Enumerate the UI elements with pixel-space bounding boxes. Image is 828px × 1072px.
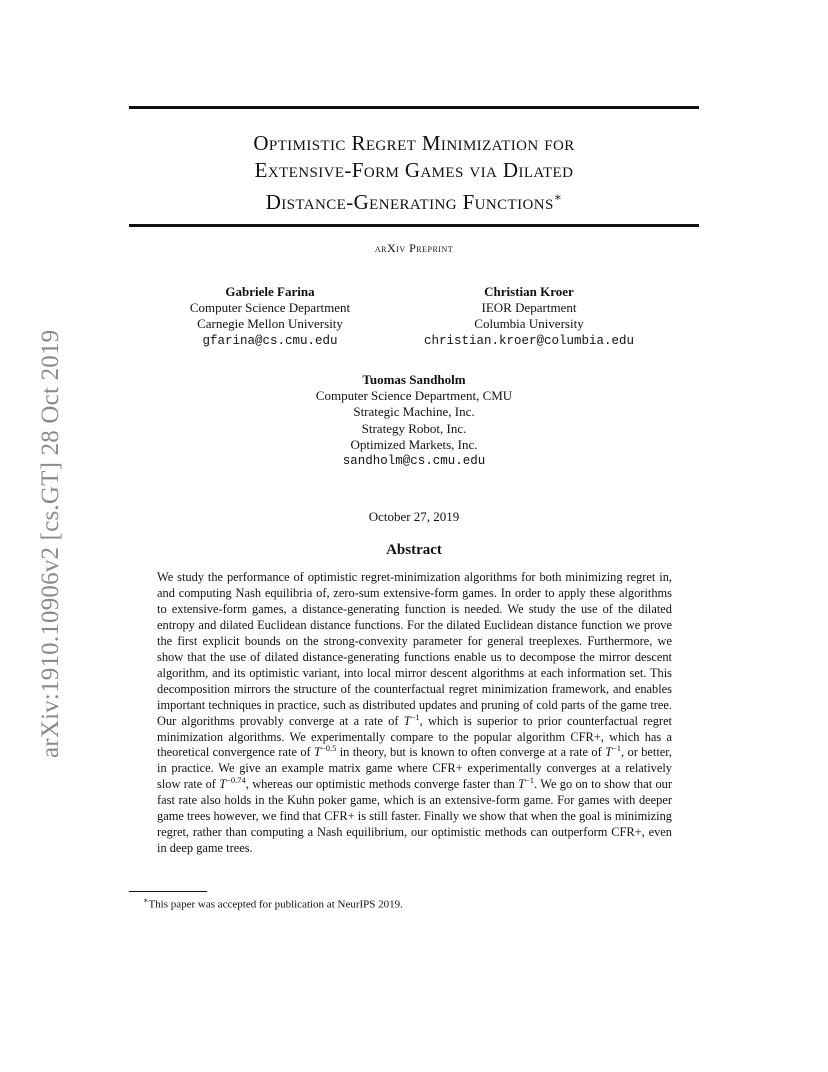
author-name: Tuomas Sandholm — [362, 372, 466, 387]
title-line-2: Extensive-Form Games via Dilated — [254, 158, 574, 182]
footnote-mark: ∗ — [143, 896, 149, 905]
author-name: Gabriele Farina — [225, 284, 315, 299]
author-affiliation: Computer Science Department, CMU — [315, 388, 513, 404]
author-affiliation: IEOR Department — [481, 300, 577, 316]
author-affiliation: Computer Science Department — [189, 300, 351, 316]
footnote — [143, 896, 403, 911]
arxiv-identifier: arXiv:1910.10906v2 [cs.GT] 28 Oct 2019 — [37, 329, 64, 758]
author-email[interactable]: gfarina@cs.cmu.edu — [202, 333, 338, 348]
bottom-rule — [129, 224, 699, 227]
preprint-label: arXiv Preprint — [374, 241, 454, 255]
author-block-3 — [264, 372, 564, 469]
title-line-3: Distance-Generating Functions∗ — [265, 190, 563, 214]
title-footnote-mark: ∗ — [553, 190, 563, 204]
author-affiliation: Optimized Markets, Inc. — [350, 436, 478, 452]
paper-title — [129, 130, 699, 216]
author-affiliation: Carnegie Mellon University — [197, 316, 343, 332]
author-block-2 — [400, 284, 658, 349]
author-block-1 — [150, 284, 390, 349]
top-rule — [129, 106, 699, 109]
abstract-body: We study the performance of optimistic regret-minimization algorithms for both minimizing regret in, and computing Nash equilibria of, zero-sum extensive-form games. In order to apply these algorithms to extensive-form games, a distance-generating function is needed. We study the use of the dilated entropy and dilated Euclidean distance functions. For the dilated Euclidean distance function we prove the first explicit bounds on the strong-convexity parameter for general treeplexes. Furthermore, we show that the use of dilated distance-generating functions enable us to decompose the mirror descent algorithm, and its optimistic variant, into local mirror descent algorithms at each information set. This decomposition mirrors the structure of the counterfactual regret minimization framework, and enables important techniques in practice, such as distributed updates and pruning of cold parts of the game tree. Our algorithms provably converge at a rate of $T^{-1}$, which is superior to prior counterfactual regret minimization algorithms. We experimentally compare to the popular algorithm CFR+, which has a theoretical convergence rate of $T^{-0.5}$ in theory, but is known to often converge at a rate of $T^{-1}$, or better, in practice. We give an example matrix game where CFR+ experimentally converges at a relatively slow rate of $T^{-0.74}$, whereas our optimistic methods converge faster than $T^{-1}$. We go on to show that our fast rate also holds in the Kuhn poker game, which is an extensive-form game. For games with deeper game trees however, we find that CFR+ is still faster. Finally we show that when the goal is minimizing regret, rather than computing a Nash equilibrium, our optimistic methods can outperform CFR+, even in deep game trees. — [157, 570, 673, 856]
footnote-text: This paper was accepted for publication at NeurIPS 2019. — [148, 898, 403, 911]
author-email[interactable]: sandholm@cs.cmu.edu — [342, 454, 486, 469]
author-affiliation: Columbia University — [474, 316, 584, 332]
footnote-rule — [129, 891, 207, 892]
title-line-1: Optimistic Regret Minimization for — [253, 131, 575, 155]
abstract-heading: Abstract — [386, 542, 442, 558]
paper-date: October 27, 2019 — [368, 509, 460, 524]
author-affiliation: Strategic Machine, Inc. — [353, 404, 475, 420]
author-name: Christian Kroer — [484, 284, 574, 299]
author-affiliation: Strategy Robot, Inc. — [361, 420, 467, 436]
author-email[interactable]: christian.kroer@columbia.edu — [423, 333, 635, 348]
